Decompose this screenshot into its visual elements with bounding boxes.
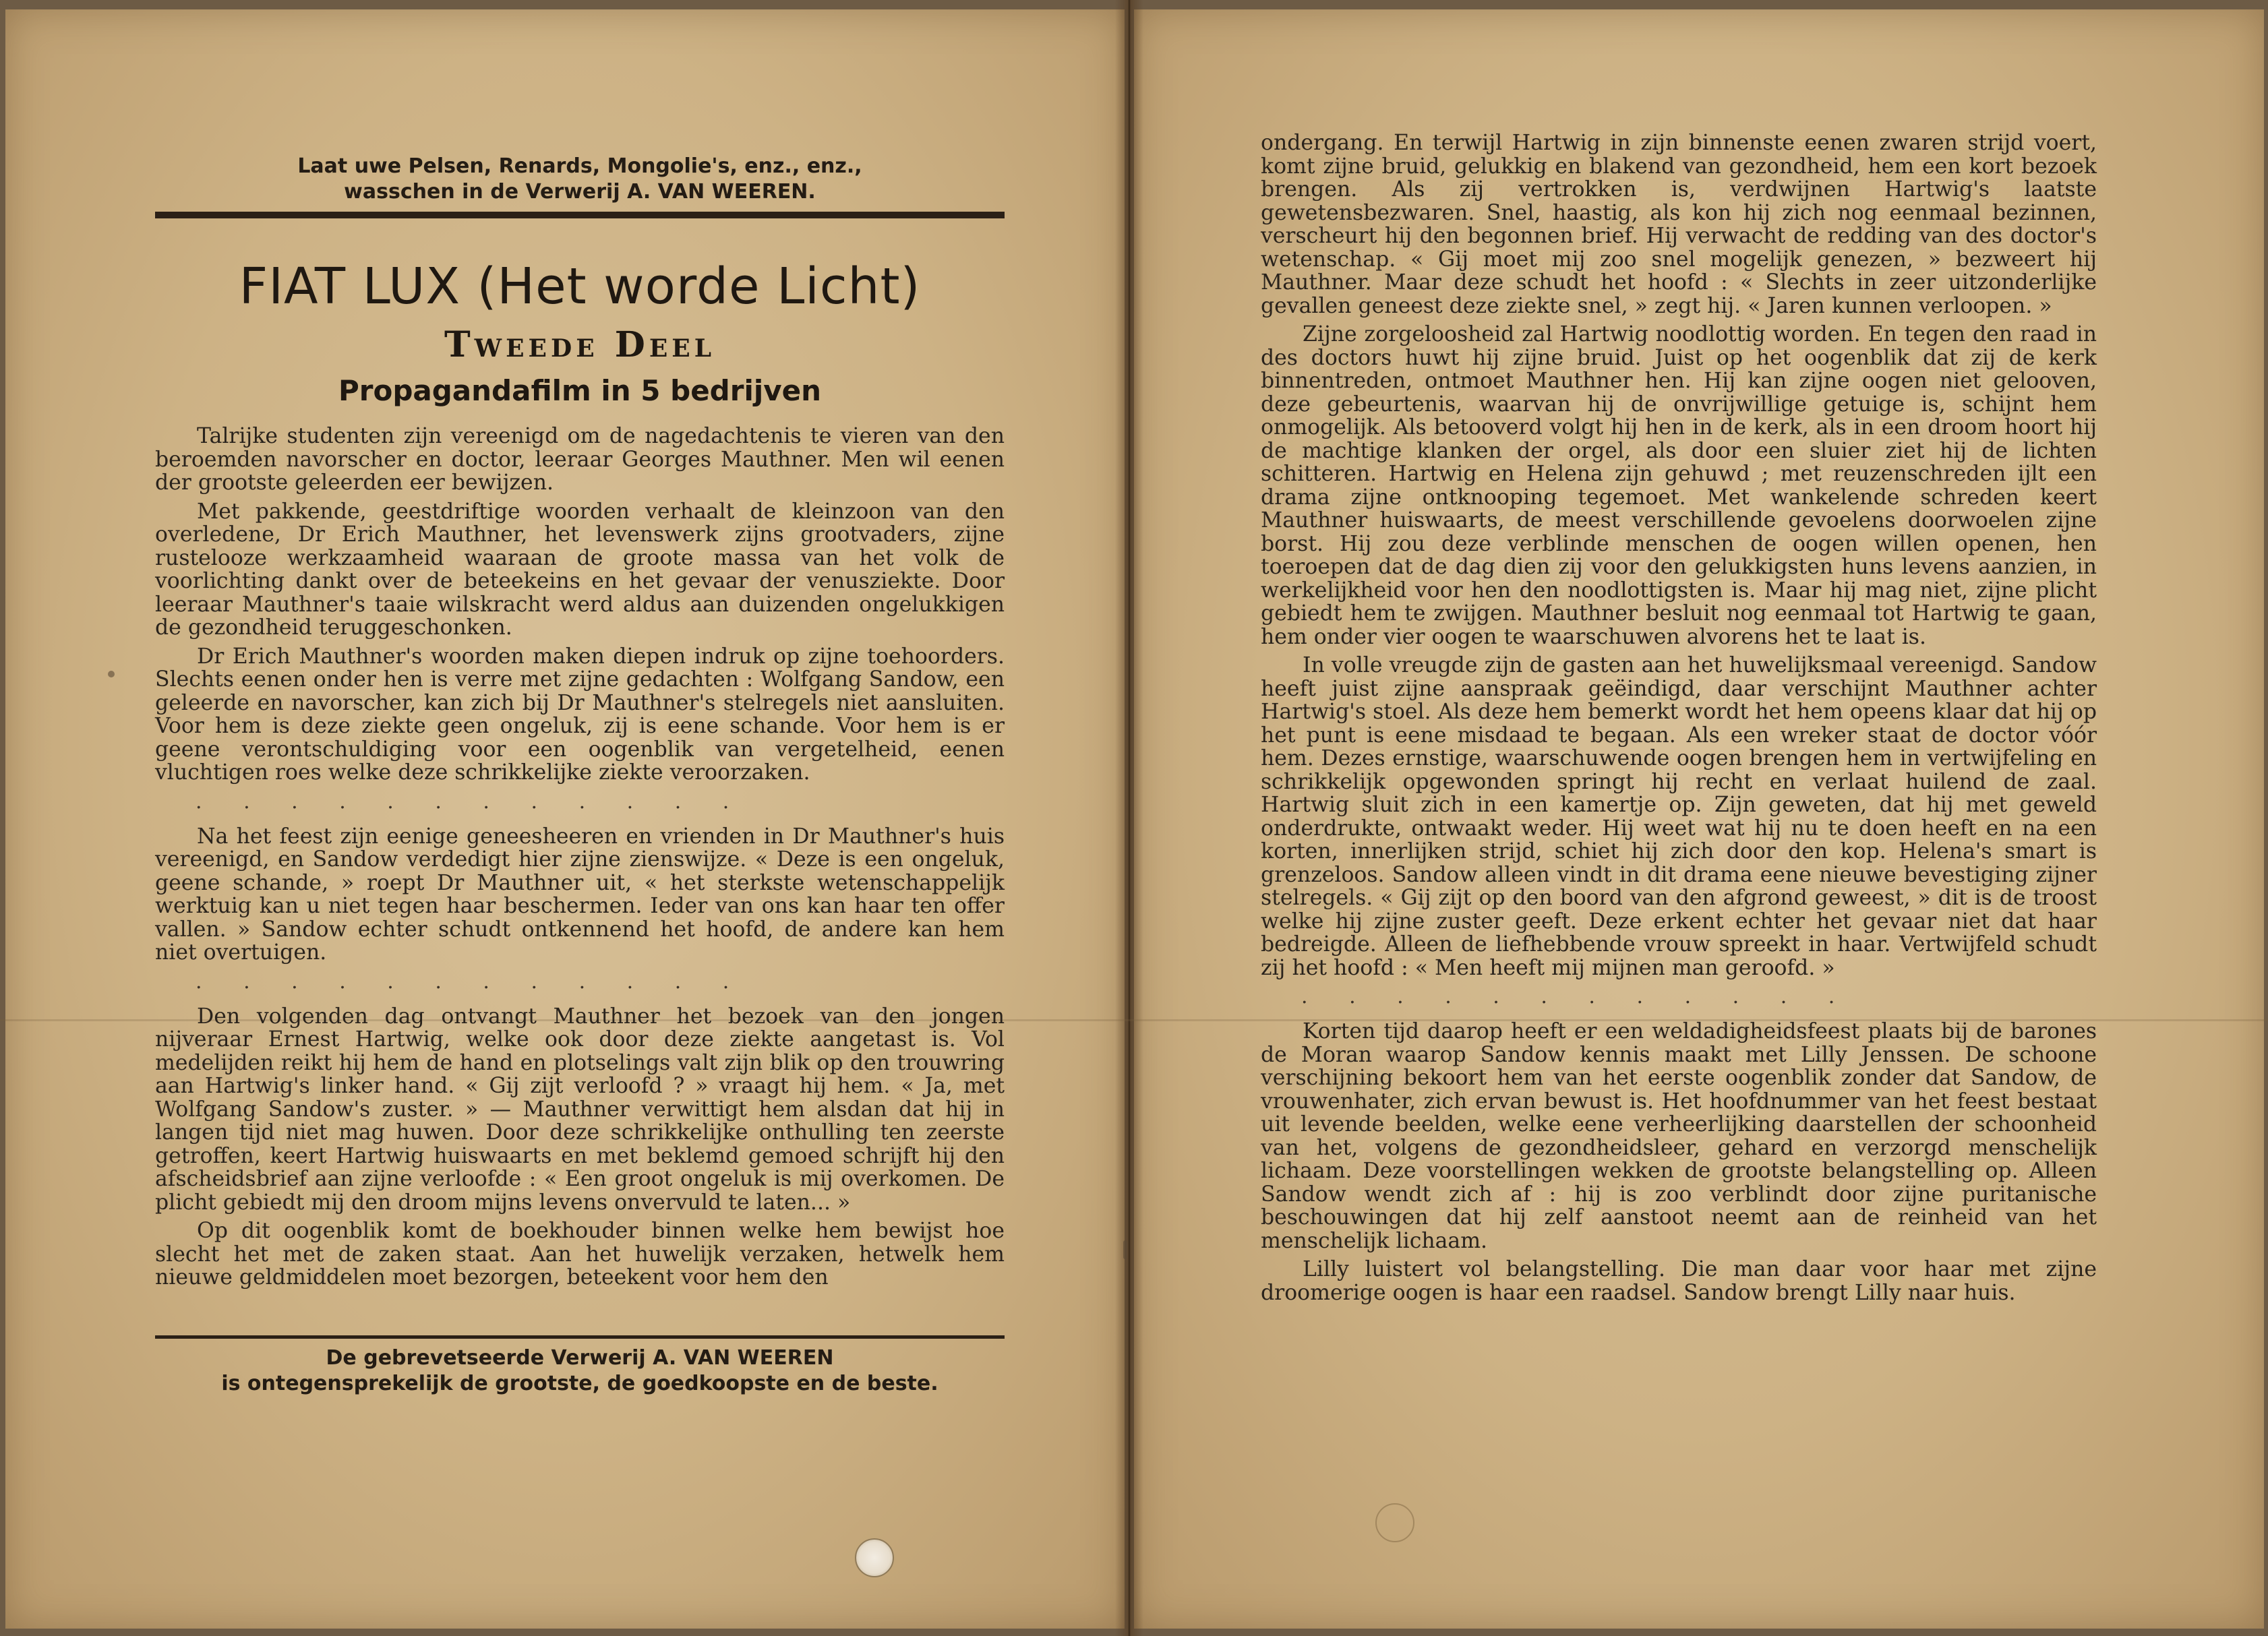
top-advertisement bbox=[155, 154, 1005, 205]
right-column bbox=[1261, 131, 2097, 1304]
right-paragraph-5: Lilly luistert vol belangstelling. Die man daar voor haar met zijne droomerige oogen is haar een raadsel. Sandow brengt Lilly naar huis. bbox=[1261, 1257, 2097, 1305]
right-paragraph-3: In volle vreugde zijn de gasten aan het huwelijksmaal vereenigd. Sandow heeft juist zijne aanspraak geëindigd, daar verschijnt Mauthner achter Hartwig's stoel. Als deze hem bemerkt wordt het hem opeens klaar dat hij op het punt is eene misdaad te begaan. Als een wreker staat de doctor vóór hem. Dezes ernstige, waarschuwende oogen brengen hem in vertwijfeling en schrikkelijk opgewonden springt hij recht en verlaat huilend de zaal. Hartwig sluit zich in een kamertje op. Zijn geweten, dat hij met geweld onderdrukte, ontwaakt weder. Hij weet wat hij nu te doen heeft en na een korten, innerlijken strijd, schiet hij zich door den kop. Helena's smart is grenzeloos. Sandow alleen vindt in dit drama eene nieuwe bevestiging zijner stelregels. « Gij zijt op den boord van den afgrond geweest, » dit is de troost welke hij zijne zuster geeft. Deze erkent echter het gevaar niet dat haar bedreigde. Alleen de liefhebbende vrouw spreekt in haar. Vertwijfeld schudt zij het hoofd : « Men heeft mij mijnen man geroofd. » bbox=[1261, 653, 2097, 980]
punch-hole-imprint bbox=[1375, 1503, 1414, 1542]
bottom-ad-line-2: is ontegensprekelijk de grootste, de goedkoopste en de beste. bbox=[221, 1371, 938, 1395]
left-paragraph-6: Op dit oogenblik komt de boekhouder binnen welke hem bewijst hoe slecht het met de zaken staat. Aan het huwelijk verzaken, hetwelk hem nieuwe geldmiddelen moet bezorgen, beteekent voor hem den bbox=[155, 1219, 1005, 1290]
bottom-advertisement bbox=[155, 1345, 1005, 1397]
left-column bbox=[155, 154, 1005, 1397]
left-paragraph-1: Talrijke studenten zijn vereenigd om de nagedachtenis te vieren van den beroemden navorscher en doctor, leeraar Georges Mauthner. Men wil eenen der grootste geleerden eer bewijzen. bbox=[155, 424, 1005, 495]
top-ad-line-2: wasschen in de Verwerij A. VAN WEEREN. bbox=[344, 180, 816, 204]
left-paragraph-5: Den volgenden dag ontvangt Mauthner het bezoek van den jongen nijveraar Ernest Hartwig, welke ook door deze ziekte aangetast is. Vol medelijden reikt hij hem de hand en plotselings valt zijn blik op den trouwring aan Hartwig's linker hand. « Gij zijt verloofd ? » vraagt hij hem. « Ja, met Wolfgang Sandow's zuster. » — Mauthner verwittigt hem alsdan dat hij in langen tijd niet mag huwen. Door deze schrikkelijke onthulling ten zeerste getroffen, keert Hartwig huiswaarts en met beklemd gemoed schrijft hij den afscheidsbrief aan zijne verloofde : « Een groot ongeluk is mij overkomen. De plicht gebiedt mij den droom mijns levens onvervuld te laten... » bbox=[155, 1004, 1005, 1215]
paper-stain bbox=[108, 671, 115, 677]
left-paragraph-4: Na het feest zijn eenige geneesheeren en vrienden in Dr Mauthner's huis vereenigd, en Sandow verdedigt hier zijne zienswijze. « Deze is een ongeluk, geene schande, » roept Dr Mauthner uit, « het sterkste wetenschappelijk werktuig kan u niet tegen haar beschermen. Ieder van ons kan haar ten offer vallen. » Sandow echter schudt ontkennend het hoofd, de andere kan hem niet overtuigen. bbox=[155, 824, 1005, 965]
left-paragraph-3: Dr Erich Mauthner's woorden maken diepen indruk op zijne toehoorders. Slechts eenen onder hen is verre met zijne gedachten : Wolfgang Sandow, een geleerde en navorscher, kan zich bij Dr Mauthner's stelregels niet aansluiten. Voor hem is deze ziekte geen ongeluk, zij is eene schande. Voor hem is er geene verontschuldiging voor een oogenblik van vergetelheid, eenen vluchtigen roes welke deze schrikkelijke ziekte veroorzaken. bbox=[155, 644, 1005, 785]
top-ad-line-1: Laat uwe Pelsen, Renards, Mongolie's, enz., enz., bbox=[297, 154, 862, 178]
section-separator-2: . . . . . . . . . . . . bbox=[196, 969, 747, 994]
bottom-ad-rule bbox=[155, 1335, 1005, 1339]
book-gutter bbox=[1115, 0, 1143, 1636]
genre-subtitle: Propagandafilm in 5 bedrijven bbox=[338, 374, 822, 407]
left-paragraph-2: Met pakkende, geestdriftige woorden verhaalt de kleinzoon van den overledene, Dr Erich Mauthner, het levenswerk zijns grootvaders, zijne rustelooze werkzaamheid waaraan de groote massa van het volk de voorlichting dankt over de beteekeins en het gevaar der venusziekte. Door leeraar Mauthner's taaie wilskracht werd aldus aan duizenden ongelukkigen de gezondheid teruggeschonken. bbox=[155, 499, 1005, 640]
right-paragraph-1: ondergang. En terwijl Hartwig in zijn binnenste eenen zwaren strijd voert, komt zijne bruid, gelukkig en blakend van gezondheid, hem een kort bezoek brengen. Als zij vertrokken is, verdwijnen Hartwig's laatste gewetensbezwaren. Snel, haastig, als kon hij zich nog eenmaal bezinnen, verscheurt hij den begonnen brief. Hij verwacht de redding van des doctor's wetenschap. « Gij moet mij zoo snel mogelijk genezen, » bezweert hij Mauthner. Maar deze schudt het hoofd : « Slechts in zeer uitzonderlijke gevallen geneest deze ziekte snel, » zegt hij. « Jaren kunnen verloopen. » bbox=[1261, 131, 2097, 318]
part-subtitle: Tweede Deel bbox=[444, 324, 716, 365]
right-paragraph-4: Korten tijd daarop heeft er een weldadigheidsfeest plaats bij de barones de Moran waarop Sandow kennis maakt met Lilly Jenssen. De schoone verschijning bekoort hem van het eerste oogenblik zonder dat Sandow, de vrouwenhater, zich ervan bewust is. Het hoofdnummer van het feest bestaat uit levende beelden, welke eene verheerlijking daarstellen der schoonheid van het, volgens de gezondheidsleer, gehard en verzorgd menschelijk lichaam. Deze voorstellingen wekken de grootste belangstelling op. Alleen Sandow wendt zich af : hij is zoo verblindt door zijne puritanische beschouwingen dat hij zelf aanstoot neemt aan de reinheid van het menschelijk lichaam. bbox=[1261, 1019, 2097, 1253]
film-title: FIAT LUX (Het worde Licht) bbox=[239, 257, 921, 315]
punch-hole bbox=[855, 1538, 894, 1577]
section-separator-3: . . . . . . . . . . . . bbox=[1301, 985, 1853, 1008]
paper-stain bbox=[1123, 1240, 1127, 1259]
bottom-ad-line-1: De gebrevetseerde Verwerij A. VAN WEEREN bbox=[326, 1345, 834, 1370]
right-paragraph-2: Zijne zorgeloosheid zal Hartwig noodlottig worden. En tegen den raad in des doctors huwt hij zijne bruid. Juist op het oogenblik dat zij de kerk binnentreden, ontmoet Mauthner hen. Hij kan zijne oogen niet gelooven, deze gebeurtenis, waarvan hij de onvrijwillige getuige is, schijnt hem onmogelijk. Als betooverd volgt hij hen in de kerk, als in een droom hoort hij de machtige klanken der orgel, als door een sluier ziet hij de lichten schitteren. Hartwig en Helena zijn gehuwd ; met reuzenschreden ijlt een drama zijne ontknooping tegemoet. Met wankelende schreden keert Mauthner huiswaarts, de meest verschillende gevoelens doorwoelen zijne borst. Hij zou deze verblinde menschen de oogen willen openen, hen toeroepen dat de dag dien zij voor den gelukkigsten huns levens aanzien, in werkelijkheid voor hen den noodlottigsten is. Maar hij mag niet, zijne plicht gebiedt hem te zwijgen. Mauthner besluit nog eenmaal tot Hartwig te gaan, hem onder vier oogen te waarschuwen alvorens het te laat is. bbox=[1261, 322, 2097, 649]
top-ad-rule bbox=[155, 212, 1005, 218]
section-separator-1: . . . . . . . . . . . . bbox=[196, 789, 747, 814]
